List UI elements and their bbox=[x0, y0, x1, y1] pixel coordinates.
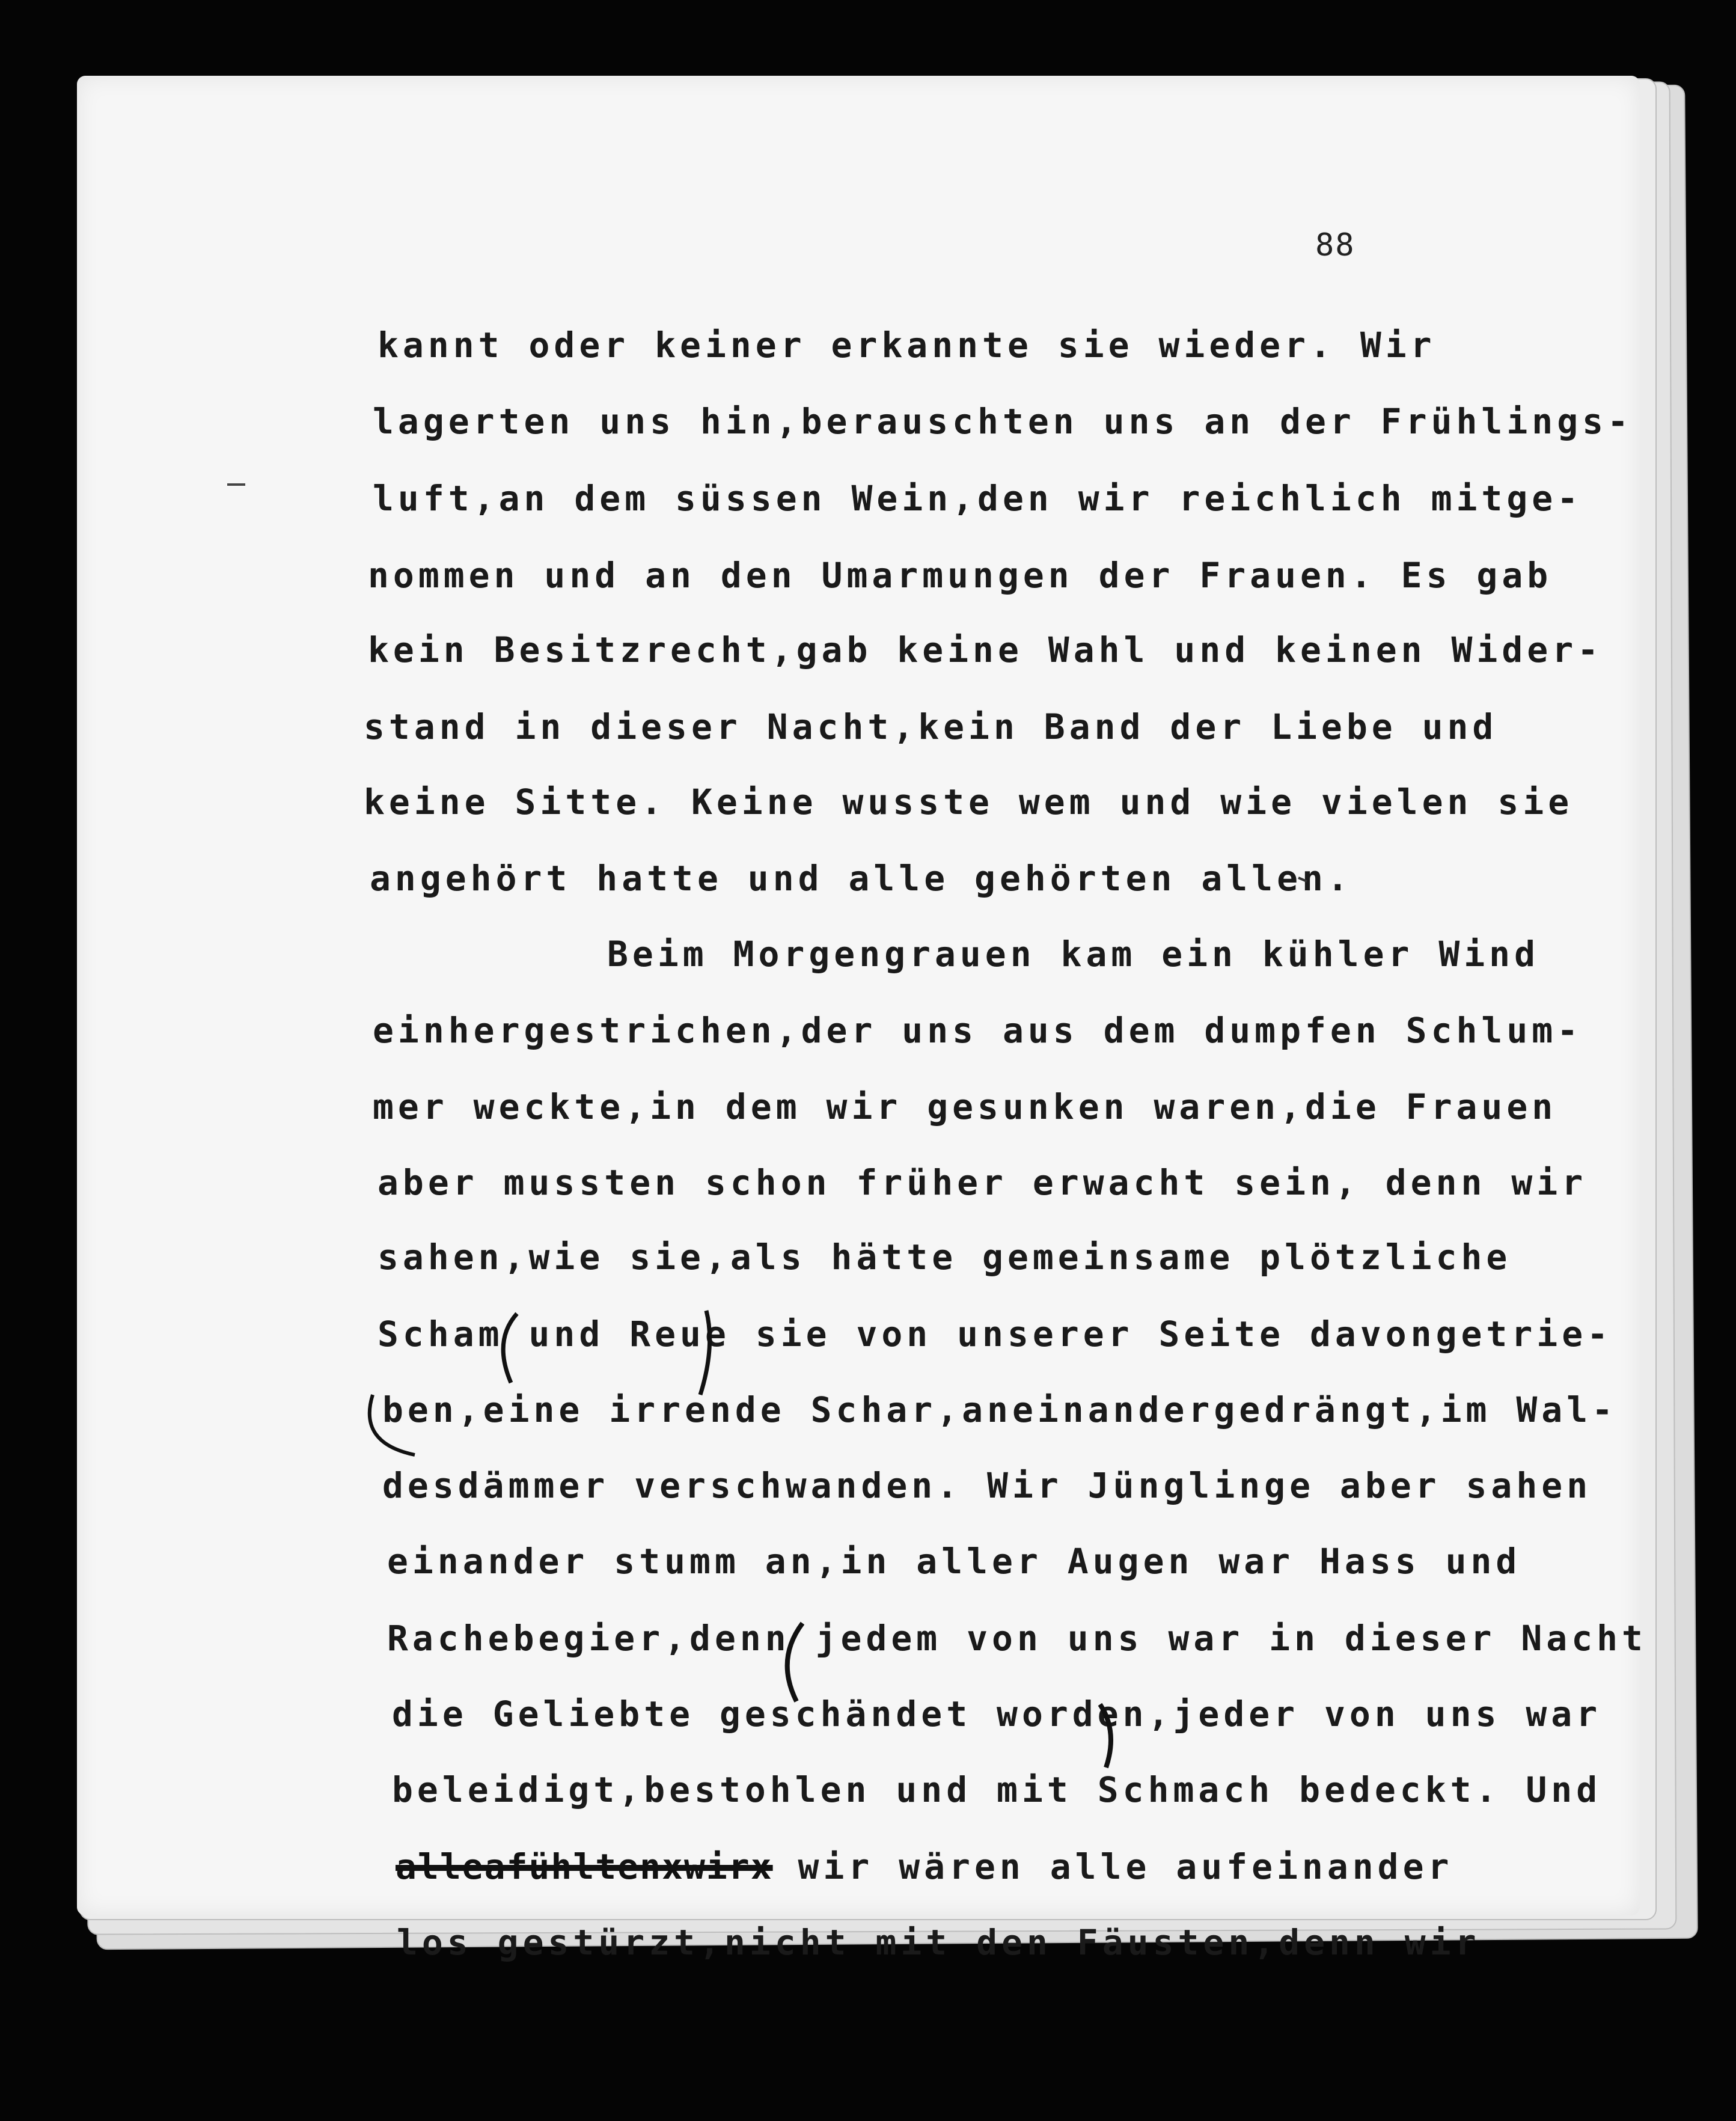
text-line: desdämmer verschwanden. Wir Jünglinge aber sahen bbox=[382, 1465, 1592, 1506]
text-line: los gestürzt,nicht mit den Fäusten,denn wir bbox=[397, 1922, 1481, 1963]
text-line: lagerten uns hin,berauschten uns an der Frühlings- bbox=[373, 401, 1633, 442]
text-line: beleidigt,bestohlen und mit Schmach bedeckt. Und bbox=[392, 1769, 1602, 1810]
text-line: stand in dieser Nacht,kein Band der Liebe und bbox=[364, 706, 1498, 747]
open-bracket-mark bbox=[503, 1314, 517, 1383]
open-bracket-mark bbox=[787, 1623, 802, 1701]
text-line: ben,eine irrende Schar,aneinandergedrängt,im Wal- bbox=[382, 1389, 1618, 1430]
close-bracket-mark bbox=[1100, 1704, 1111, 1768]
close-bracket-mark bbox=[700, 1311, 710, 1395]
paragraph-start-line: Beim Morgengrauen kam ein kühler Wind bbox=[607, 934, 1540, 975]
text-line: nommen und an den Umarmungen der Frauen. Es gab bbox=[368, 555, 1553, 596]
text-line: einander stumm an,in aller Augen war Hass und bbox=[387, 1541, 1521, 1582]
margin-bracket-mark bbox=[370, 1395, 415, 1455]
small-pencil-mark bbox=[1298, 878, 1307, 881]
text-line: kein Besitzrecht,gab keine Wahl und keinen Wider- bbox=[368, 629, 1603, 670]
text-line: keine Sitte. Keine wusste wem und wie vielen sie bbox=[364, 782, 1574, 822]
text-line: mer weckte,in dem wir gesunken waren,die Frauen bbox=[373, 1086, 1557, 1127]
text-line-rest: wir wären alle aufeinander bbox=[798, 1846, 1453, 1887]
text-line: luft,an dem süssen Wein,den wir reichlich mitge- bbox=[373, 478, 1583, 519]
text-line: aber mussten schon früher erwacht sein, denn wir bbox=[377, 1162, 1588, 1203]
page-number: 88 bbox=[1315, 227, 1355, 263]
text-line: angehört hatte und alle gehörten allen. bbox=[370, 858, 1352, 899]
text-line: einhergestrichen,der uns aus dem dumpfen Schlum- bbox=[373, 1010, 1583, 1051]
text-line: kannt oder keiner erkannte sie wieder. Wir bbox=[377, 325, 1436, 366]
struck-out-text: alleafühltenxwirx bbox=[396, 1846, 773, 1887]
text-line: sahen,wie sie,als hätte gemeinsame plötzliche bbox=[377, 1237, 1512, 1278]
text-line: Scham und Reue sie von unserer Seite davongetrie- bbox=[377, 1314, 1613, 1354]
text-line: Rachebegier,denn jedem von uns war in dieser Nacht bbox=[387, 1618, 1647, 1659]
text-line: die Geliebte geschändet worden,jeder von uns war bbox=[392, 1694, 1602, 1734]
